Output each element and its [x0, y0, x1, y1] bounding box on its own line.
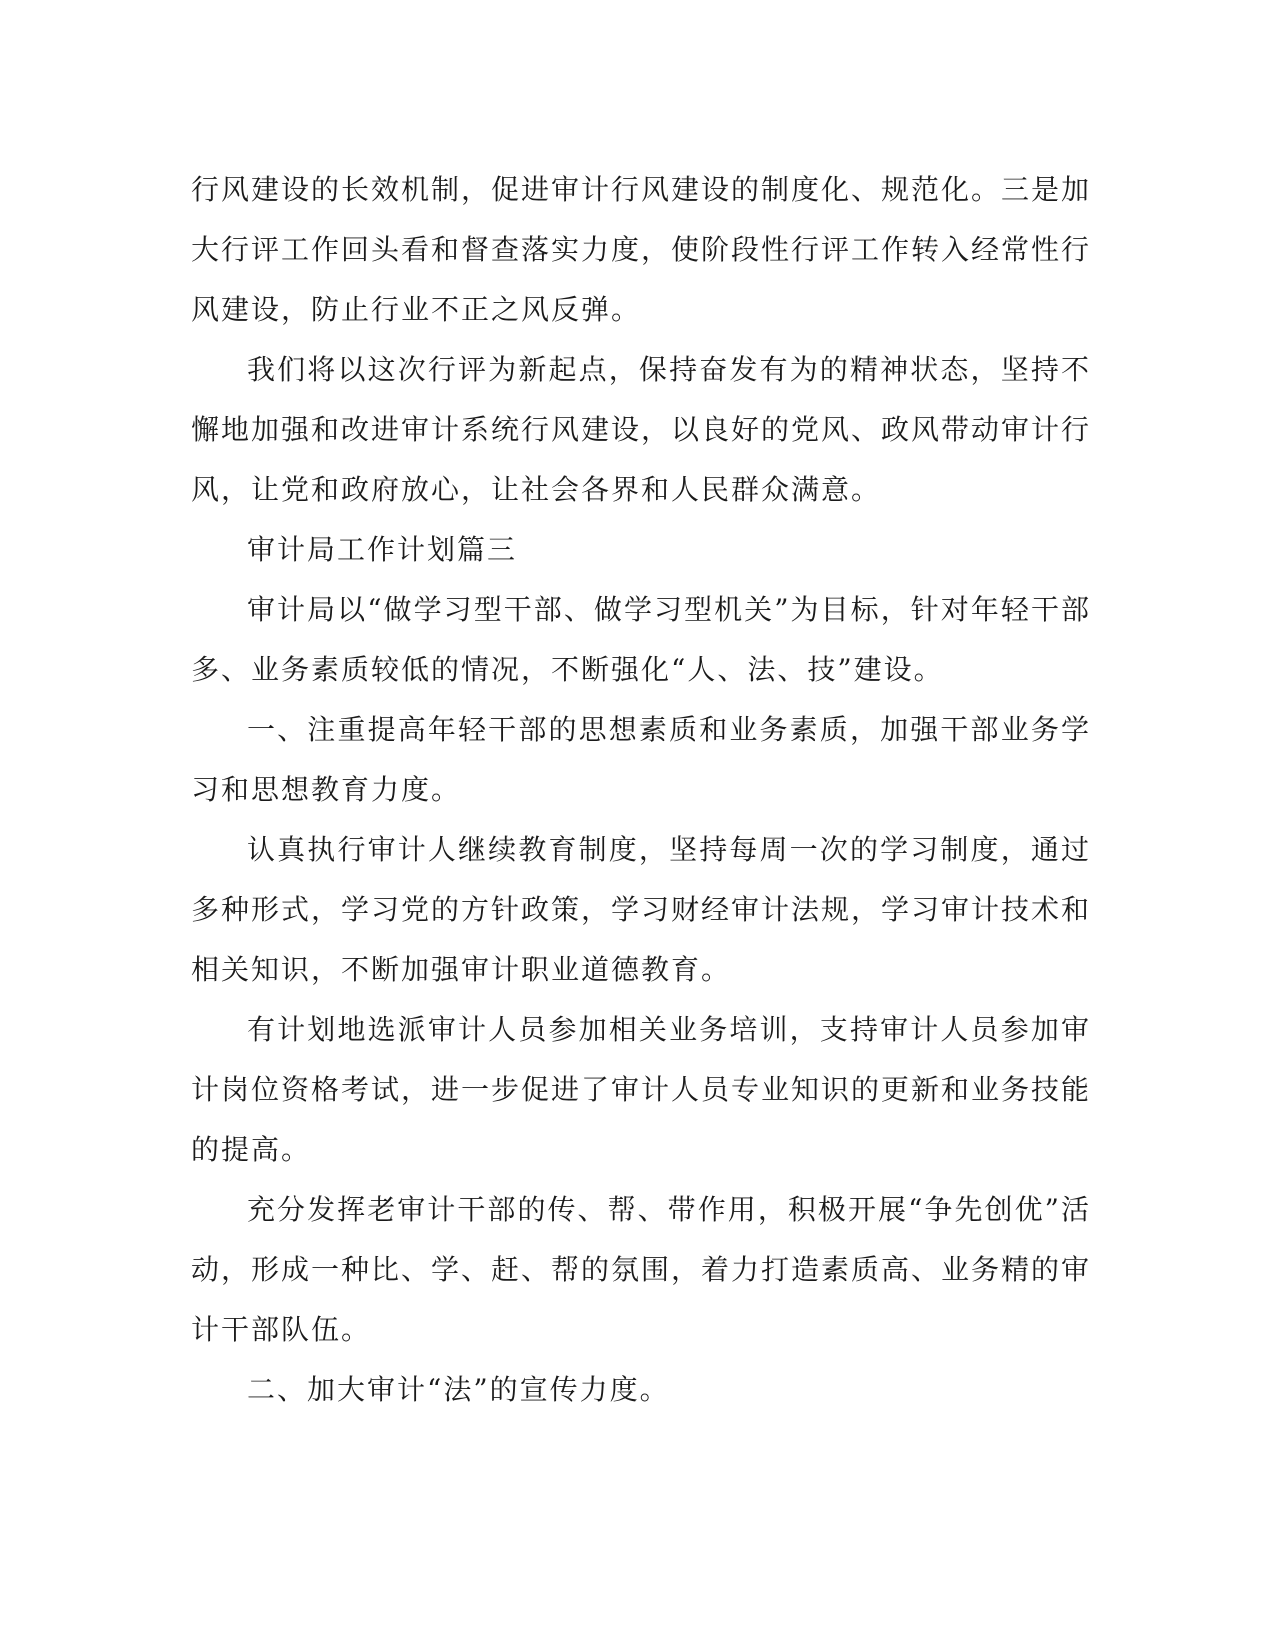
paragraph-training: 有计划地选派审计人员参加相关业务培训，支持审计人员参加审计岗位资格考试，进一步促进了审计人员专业知识的更新和业务技能的提高。 [191, 1013, 1092, 1166]
paragraph-point-two: 二、加大审计“法”的宣传力度。 [247, 1373, 670, 1406]
paragraph-point-one: 一、注重提高年轻干部的思想素质和业务素质，加强干部业务学习和思想教育力度。 [191, 713, 1091, 806]
paragraph-education: 认真执行审计人继续教育制度，坚持每周一次的学习制度，通过多种形式，学习党的方针政策，学习财经审计法规，学习审计技术和相关知识，不断加强审计职业道德教育。 [191, 833, 1092, 986]
document-body [191, 160, 1091, 1420]
paragraph-continuation: 行风建设的长效机制，促进审计行风建设的制度化、规范化。三是加大行评工作回头看和督查落实力度，使阶段性行评工作转入经常性行风建设，防止行业不正之风反弹。 [191, 173, 1092, 326]
paragraph-mentoring: 充分发挥老审计干部的传、帮、带作用，积极开展“争先创优”活动，形成一种比、学、赶、帮的氛围，着力打造素质高、业务精的审计干部队伍。 [191, 1193, 1092, 1346]
paragraph-intro: 审计局以“做学习型干部、做学习型机关”为目标，针对年轻干部多、业务素质较低的情况，不断强化“人、法、技”建设。 [191, 593, 1091, 686]
paragraph-conclusion: 我们将以这次行评为新起点，保持奋发有为的精神状态，坚持不懈地加强和改进审计系统行风建设，以良好的党风、政风带动审计行风，让党和政府放心，让社会各界和人民群众满意。 [191, 353, 1092, 506]
section-heading: 审计局工作计划篇三 [247, 533, 518, 566]
